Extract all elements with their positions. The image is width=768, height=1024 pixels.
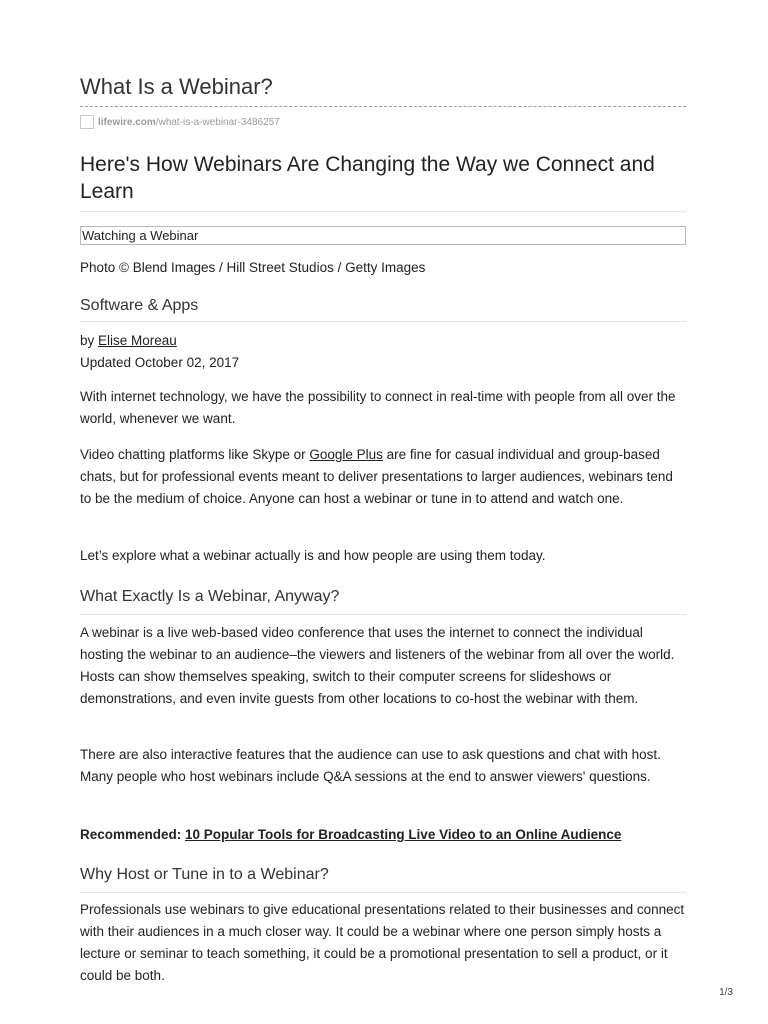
paragraph-definition: A webinar is a live web-based video conference that uses the internet to connect the individual hosting the webinar to an audience–the viewers and listeners of the webinar from all over the world. Hosts can show themselves speaking, switch to their computer screens for slideshows or demonstrations, and even invite guests from other locations to co-host the webinar with them. — [80, 625, 675, 706]
headline-divider — [80, 211, 686, 212]
source-url[interactable] — [80, 114, 280, 130]
recommended-line — [80, 825, 621, 845]
byline — [80, 331, 177, 351]
category-heading: Software & Apps — [80, 297, 199, 314]
article-image — [80, 226, 686, 245]
paragraph-intro: With internet technology, we have the possibility to connect in real-time with people from all over the world, whenever we want. — [80, 389, 676, 426]
p2-text-before: Video chatting platforms like Skype or — [80, 447, 310, 462]
article-headline: Here's How Webinars Are Changing the Way we Connect and Learn — [80, 153, 655, 203]
recommended-link[interactable]: 10 Popular Tools for Broadcasting Live Video to an Online Audience — [185, 827, 622, 842]
dashed-divider — [80, 106, 686, 107]
paragraph-video-chat — [80, 444, 686, 510]
section2-divider — [80, 892, 686, 893]
section1-divider — [80, 614, 686, 615]
favicon-icon — [80, 115, 94, 129]
paragraph-explore: Let’s explore what a webinar actually is and how people are using them today. — [80, 548, 546, 563]
google-plus-link[interactable]: Google Plus — [309, 447, 383, 462]
author-link[interactable]: Elise Moreau — [98, 333, 177, 348]
recommended-label: Recommended: — [80, 827, 186, 842]
image-alt-text: Watching a Webinar — [82, 228, 199, 243]
paragraph-interactive: There are also interactive features that the audience can use to ask questions and chat with host. Many people who host webinars include Q&A sessions at the end to answer viewers' questions. — [80, 747, 661, 784]
byline-prefix: by — [80, 333, 99, 348]
source-path: /what-is-a-webinar-3486257 — [155, 116, 280, 128]
section-heading-what-is: What Exactly Is a Webinar, Anyway? — [80, 588, 340, 605]
page-title: What Is a Webinar? — [80, 74, 273, 99]
paragraph-professionals: Professionals use webinars to give educational presentations related to their businesses and connect with their audiences in a much closer way. It could be a webinar where one person simply hosts a lecture or seminar to teach something, it could be a promotional presentation to sell a product, or it could be both. — [80, 902, 685, 983]
updated-date: Updated October 02, 2017 — [80, 355, 240, 370]
p2-text-after: are fine for casual individual and group-based chats, but for professional events meant to deliver presentations to larger audiences, webinars tend to be the medium of choice. Anyone can host a webinar or tune in to attend and watch one. — [80, 447, 673, 506]
source-domain: lifewire.com — [98, 116, 156, 128]
image-caption: Photo © Blend Images / Hill Street Studios / Getty Images — [80, 260, 426, 275]
category-divider — [80, 321, 686, 322]
section-heading-why-host: Why Host or Tune in to a Webinar? — [80, 866, 329, 883]
page-number: 1/3 — [719, 987, 733, 998]
